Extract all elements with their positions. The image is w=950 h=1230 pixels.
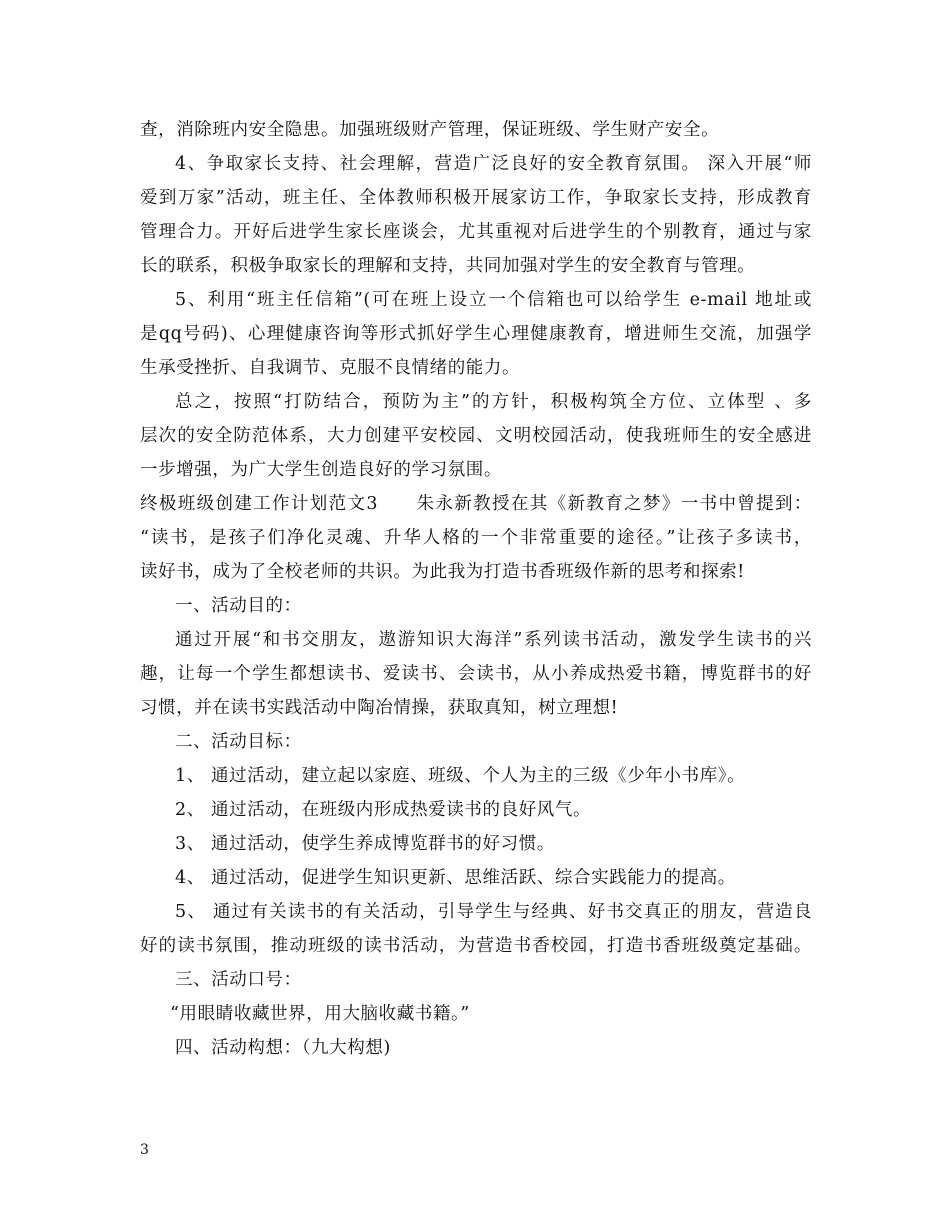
text-line: 总之，按照“打防结合，预防为主”的方针，积极构筑全方位、立体型 、多: [175, 392, 812, 412]
list-item: 2、 通过活动，在班级内形成热爱读书的良好风气。: [175, 800, 592, 820]
text-line: 一步增强，为广大学生创造良好的学习氛围。: [140, 460, 502, 480]
text-line: 层次的安全防范体系，大力创建平安校园、文明校园活动，使我班师生的安全感进: [140, 426, 812, 446]
text-line: 爱到万家”活动，班主任、全体教师积极开展家访工作，争取家长支持，形成教育: [140, 188, 812, 208]
section-heading: 一、活动目的：: [175, 596, 302, 616]
list-item: 3、 通过活动，使学生养成博览群书的好习惯。: [175, 834, 555, 854]
list-item: 4、 通过活动，促进学生知识更新、思维活跃、综合实践能力的提高。: [175, 868, 736, 888]
text-line: 读好书，成为了全校老师的共识。为此我为打造书香班级作新的思考和探索!: [140, 562, 745, 582]
text-line: 是qq号码)、心理健康咨询等形式抓好学生心理健康教育，增进师生交流，加强学: [140, 324, 812, 344]
text-line: 终极班级创建工作计划范文3 朱永新教授在其《新教育之梦》一书中曾提到：: [140, 494, 812, 514]
text-line: 查，消除班内安全隐患。加强班级财产管理，保证班级、学生财产安全。: [140, 120, 720, 140]
text-line: 4、争取家长支持、社会理解，营造广泛良好的安全教育氛围。 深入开展“师: [175, 154, 812, 174]
text-line: 习惯，并在读书实践活动中陶冶情操，获取真知，树立理想!: [140, 698, 619, 718]
section-heading: 四、活动构想：（九大构想): [175, 1038, 391, 1058]
section-heading: 三、活动口号：: [175, 970, 302, 990]
text-line: “读书，是孩子们净化灵魂、升华人格的一个非常重要的途径。”让孩子多读书，: [140, 528, 812, 548]
text-line: 5、利用“班主任信箱”(可在班上设立一个信箱也可以给学生 e-mail 地址或: [175, 290, 812, 310]
text-line: 管理合力。开好后进学生家长座谈会，尤其重视对后进学生的个别教育，通过与家: [140, 222, 812, 242]
list-item: 5、 通过有关读书的有关活动，引导学生与经典、好书交真正的朋友，营造良: [175, 902, 812, 922]
page-number: 3: [140, 1142, 149, 1158]
text-line: 趣，让每一个学生都想读书、爱读书、会读书，从小养成热爱书籍，博览群书的好: [140, 664, 812, 684]
text-line: 好的读书氛围，推动班级的读书活动，为营造书香校园，打造书香班级奠定基础。: [140, 936, 812, 956]
section-heading: 二、活动目标：: [175, 732, 302, 752]
text-line: 长的联系，积极争取家长的理解和支持，共同加强对学生的安全教育与管理。: [140, 256, 756, 276]
slogan-text: “用眼睛收藏世界，用大脑收藏书籍。”: [170, 1004, 470, 1024]
list-item: 1、 通过活动，建立起以家庭、班级、个人为主的三级《少年小书库》。: [175, 766, 746, 786]
text-line: 生承受挫折、自我调节、克服不良情绪的能力。: [140, 358, 521, 378]
text-line: 通过开展“和书交朋友，遨游知识大海洋”系列读书活动，激发学生读书的兴: [175, 630, 812, 650]
